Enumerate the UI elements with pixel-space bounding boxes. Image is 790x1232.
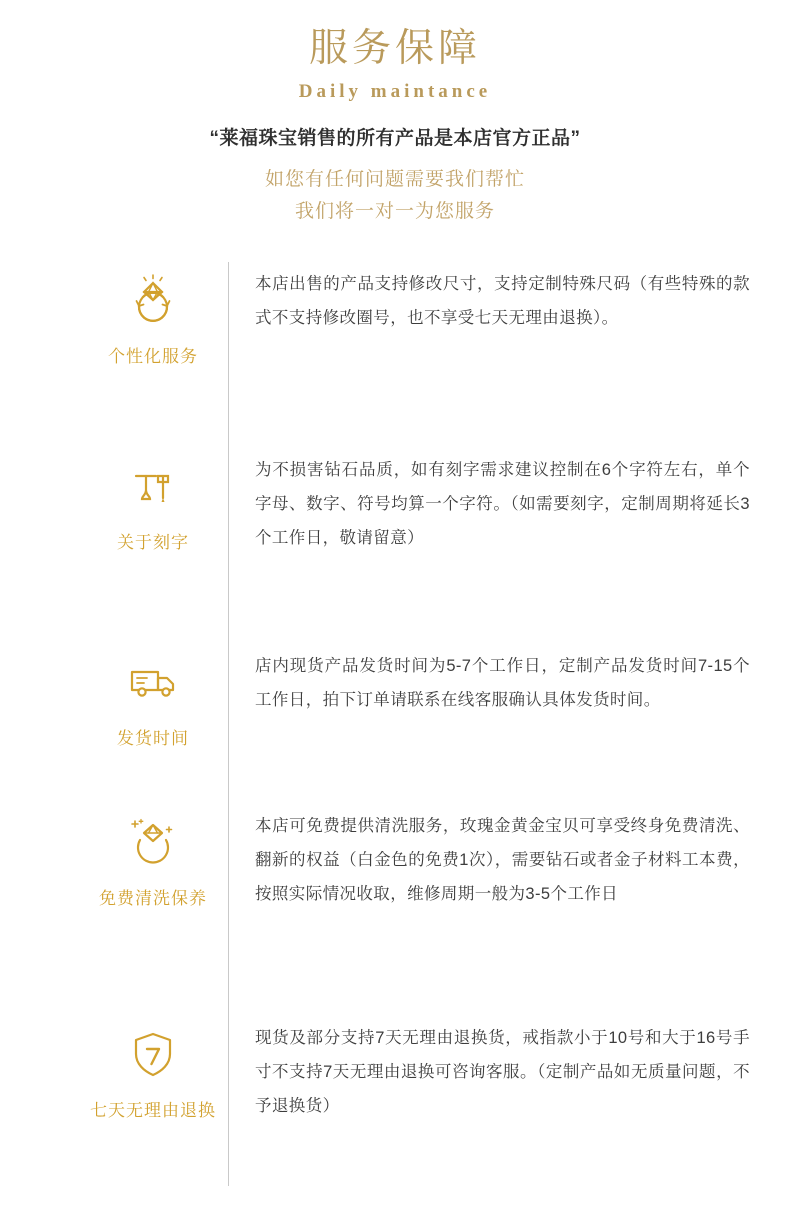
page-header: [0, 0, 790, 228]
service-text-column: [228, 644, 750, 804]
service-icon-column: [78, 1016, 228, 1121]
service-list: [0, 262, 790, 1186]
service-text-column: [228, 262, 750, 448]
support-intro-line-1: 如您有任何问题需要我们帮忙: [264, 168, 525, 190]
sparkling-ring-icon: [122, 812, 184, 874]
page-subtitle-en: Daily maintance: [298, 80, 492, 102]
diamond-ring-refresh-icon: [122, 270, 184, 332]
service-label: 七天无理由退换: [90, 1101, 216, 1121]
service-icon-column: [78, 644, 228, 749]
service-label: 免费清洗保养: [99, 889, 207, 909]
service-text-column: [228, 448, 750, 644]
service-description: 本店可免费提供清洗服务，玫瑰金黄金宝贝可享受终身免费清洗、翻新的权益（白金色的免费1次），需要钻石或者金子材料工本费，按照实际情况收取，维修周期一般为3-5个工作日: [255, 817, 750, 904]
service-description: 店内现货产品发货时间为5-7个工作日，定制产品发货时间7-15个工作日，拍下订单请联系在线客服确认具体发货时间。: [255, 657, 750, 710]
service-description: 本店出售的产品支持修改尺寸，支持定制特殊尺码（有些特殊的款式不支持修改圈号，也不享受七天无理由退换）。: [255, 275, 750, 328]
delivery-truck-icon: [122, 652, 184, 714]
service-label: 发货时间: [117, 729, 189, 749]
service-label: 个性化服务: [108, 347, 198, 367]
service-text-column: [228, 804, 750, 1016]
list-item: [0, 804, 790, 1016]
support-intro: [0, 164, 790, 229]
authenticity-quote: “莱福珠宝销售的所有产品是本店官方正品”: [209, 127, 581, 149]
service-text-column: [228, 1016, 750, 1186]
service-description: 为不损害钻石品质，如有刻字需求建议控制在6个字符左右，单个字母、数字、符号均算一个字符。（如需要刻字，定制周期将延长3个工作日，敬请留意）: [255, 461, 750, 548]
seven-day-shield-icon: [122, 1024, 184, 1086]
service-description: 现货及部分支持7天无理由退换货，戒指款小于10号和大于16号手寸不支持7天无理由退换可咨询客服。（定制产品如无质量问题，不予退换货）: [255, 1029, 750, 1116]
list-item: [0, 262, 790, 448]
service-label: 关于刻字: [117, 533, 189, 553]
list-item: [0, 1016, 790, 1186]
list-item: [0, 644, 790, 804]
support-intro-line-2: 我们将一对一为您服务: [294, 201, 495, 223]
page-title: 服务保障: [308, 27, 481, 70]
list-item: [0, 448, 790, 644]
service-icon-column: [78, 262, 228, 367]
engraving-tool-icon: [122, 456, 184, 518]
service-icon-column: [78, 448, 228, 553]
service-icon-column: [78, 804, 228, 909]
